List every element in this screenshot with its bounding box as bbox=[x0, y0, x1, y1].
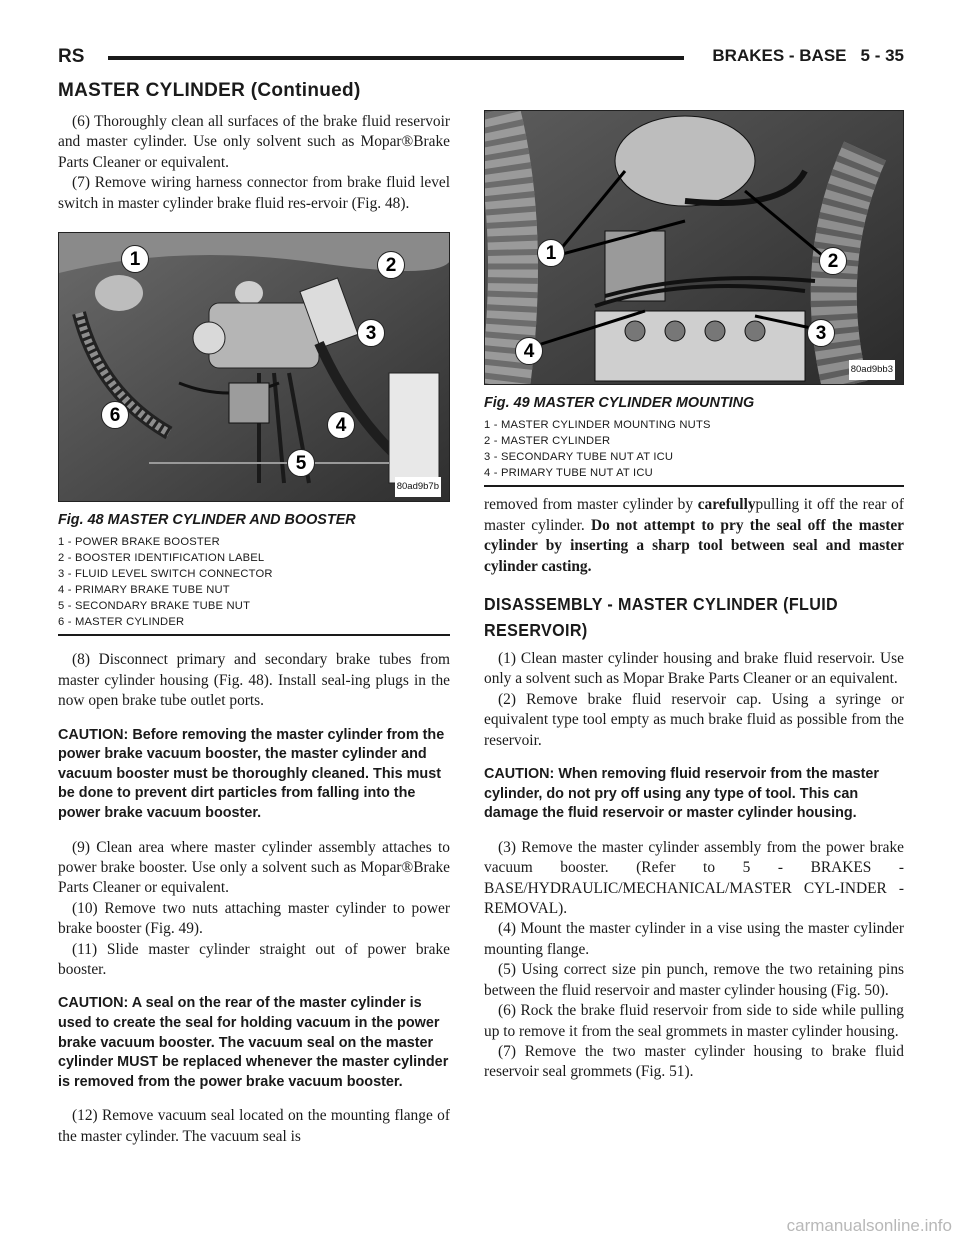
left-column bbox=[58, 112, 450, 1147]
section-title: MASTER CYLINDER (Continued) bbox=[58, 80, 361, 101]
disassembly-step-1: (1) Clean master cylinder housing and brake fluid reservoir. Use only a solvent such as Mopar Brake Parts Cleaner or an equivalent. bbox=[484, 650, 904, 688]
figure-48-title: Fig. 48 MASTER CYLINDER AND BOOSTER bbox=[58, 512, 356, 529]
legend-item: 4 - PRIMARY BRAKE TUBE NUT bbox=[58, 584, 230, 597]
disassembly-step-3: (3) Remove the master cylinder assembly from the power brake vacuum booster. (Refer to 5 - BRAKES - BASE/HYDRAULIC/MECHANICAL/MASTER CYL-INDER - REMOVAL). bbox=[484, 838, 904, 918]
legend-item: 2 - BOOSTER IDENTIFICATION LABEL bbox=[58, 552, 265, 565]
legend-item: 2 - MASTER CYLINDER bbox=[484, 435, 611, 448]
disassembly-step-7: (7) Remove the two master cylinder housing to brake fluid reservoir seal grommets (Fig. 51). bbox=[484, 1042, 904, 1081]
figure-49-rule bbox=[484, 485, 904, 487]
legend-item: 4 - PRIMARY TUBE NUT AT ICU bbox=[484, 467, 653, 480]
header-title bbox=[712, 46, 904, 66]
step-9: (9) Clean area where master cylinder assembly attaches to power brake booster. Use only a solvent such as Mopar®Brake Parts Cleaner or equivalent. bbox=[58, 838, 450, 897]
callout-3: 3 bbox=[357, 319, 385, 347]
step-8: (8) Disconnect primary and secondary brake tubes from master cylinder housing (Fig. 48). Install seal-ing plugs in the now open brake tube outlet ports. bbox=[58, 651, 450, 710]
step-12-text-a: removed from master cylinder by bbox=[484, 496, 698, 514]
figure-49-title: Fig. 49 MASTER CYLINDER MOUNTING bbox=[484, 395, 755, 411]
figure-49-legend bbox=[484, 417, 904, 481]
callout-2: 2 bbox=[819, 247, 847, 275]
callout-6: 6 bbox=[101, 401, 129, 429]
step-6: (6) Thoroughly clean all surfaces of the brake fluid reservoir and master cylinder. Use only solvent such as Mopar®Brake Parts Cleaner or equivalent. bbox=[58, 113, 450, 171]
step-12-emphasis-carefully: carefully bbox=[697, 496, 756, 514]
callout-3: 3 bbox=[807, 319, 835, 347]
caution-note: CAUTION: When removing fluid reservoir from the master cylinder, do not pry off using any type of tool. This can damage the fluid reservoir or master cylinder housing. bbox=[484, 766, 880, 822]
figure-48 bbox=[58, 232, 450, 636]
legend-item: 6 - MASTER CYLINDER bbox=[58, 616, 185, 629]
figure-48-legend bbox=[58, 534, 450, 630]
step-12-text-b: pulling it off the rear of master cylinder. bbox=[484, 496, 905, 534]
step-12: (12) Remove vacuum seal located on the mounting flange of the master cylinder. The vacuum seal is bbox=[58, 1107, 450, 1145]
callout-4: 4 bbox=[327, 411, 355, 439]
legend-item: 3 - SECONDARY TUBE NUT AT ICU bbox=[484, 451, 674, 464]
right-column bbox=[484, 110, 904, 1083]
disassembly-step-4: (4) Mount the master cylinder in a vise using the master cylinder mounting flange. bbox=[484, 920, 904, 958]
callout-2: 2 bbox=[377, 251, 405, 279]
header-section-code: RS bbox=[58, 46, 85, 67]
page-number: 5 - 35 bbox=[860, 46, 904, 65]
page-header bbox=[58, 46, 904, 68]
caution-note: CAUTION: A seal on the rear of the master cylinder is used to create the seal for holding vacuum in the power brake vacuum booster. The vacuum seal on the master cylinder MUST be replaced whenever the master cylinder is removed from the power brake vacuum booster. bbox=[58, 995, 449, 1090]
callout-5: 5 bbox=[287, 449, 315, 477]
step-7: (7) Remove wiring harness connector from brake fluid level switch in master cylinder brake fluid res-ervoir (Fig. 48). bbox=[58, 174, 450, 212]
legend-item: 5 - SECONDARY BRAKE TUBE NUT bbox=[58, 600, 251, 613]
step-12-warning: Do not attempt to pry the seal off the master cylinder by inserting a sharp tool between seal and master cylinder casting. bbox=[484, 516, 904, 575]
header-rule bbox=[108, 56, 684, 60]
header-chapter: BRAKES - BASE bbox=[712, 46, 847, 65]
figure-48-photo bbox=[58, 232, 450, 502]
figure-49-code: 80ad9bb3 bbox=[849, 360, 895, 380]
caution-note: CAUTION: Before removing the master cylinder from the power brake vacuum booster, the master cylinder and vacuum booster must be thoroughly cleaned. This must be done to prevent dirt particles from falling into the power brake vacuum booster. bbox=[58, 726, 445, 822]
disassembly-step-5: (5) Using correct size pin punch, remove the two retaining pins between the fluid reservoir and master cylinder housing (Fig. 50). bbox=[484, 961, 904, 999]
legend-item: 3 - FLUID LEVEL SWITCH CONNECTOR bbox=[58, 568, 273, 581]
figure-49-photo bbox=[484, 110, 904, 385]
callout-4: 4 bbox=[515, 337, 543, 365]
figure-48-code: 80ad9b7b bbox=[395, 477, 441, 497]
watermark: carmanualsonline.info bbox=[786, 1216, 952, 1235]
step-12-continued bbox=[484, 495, 904, 577]
legend-item: 1 - MASTER CYLINDER MOUNTING NUTS bbox=[484, 419, 711, 432]
step-11: (11) Slide master cylinder straight out of power brake booster. bbox=[58, 940, 450, 979]
callout-1: 1 bbox=[537, 239, 565, 267]
step-10: (10) Remove two nuts attaching master cylinder to power brake booster (Fig. 49). bbox=[58, 899, 450, 938]
disassembly-step-2: (2) Remove brake fluid reservoir cap. Using a syringe or equivalent type tool empty as much brake fluid as possible from the reservoir. bbox=[484, 690, 904, 749]
figure-48-rule bbox=[58, 634, 450, 636]
legend-item: 1 - POWER BRAKE BOOSTER bbox=[58, 536, 220, 549]
disassembly-step-6: (6) Rock the brake fluid reservoir from side to side while pulling up to remove it from the seal grommets in master cylinder housing. bbox=[484, 1002, 904, 1040]
disassembly-heading: DISASSEMBLY - MASTER CYLINDER (FLUID RESERVOIR) bbox=[484, 594, 839, 641]
callout-1: 1 bbox=[121, 245, 149, 273]
figure-49 bbox=[484, 110, 904, 487]
